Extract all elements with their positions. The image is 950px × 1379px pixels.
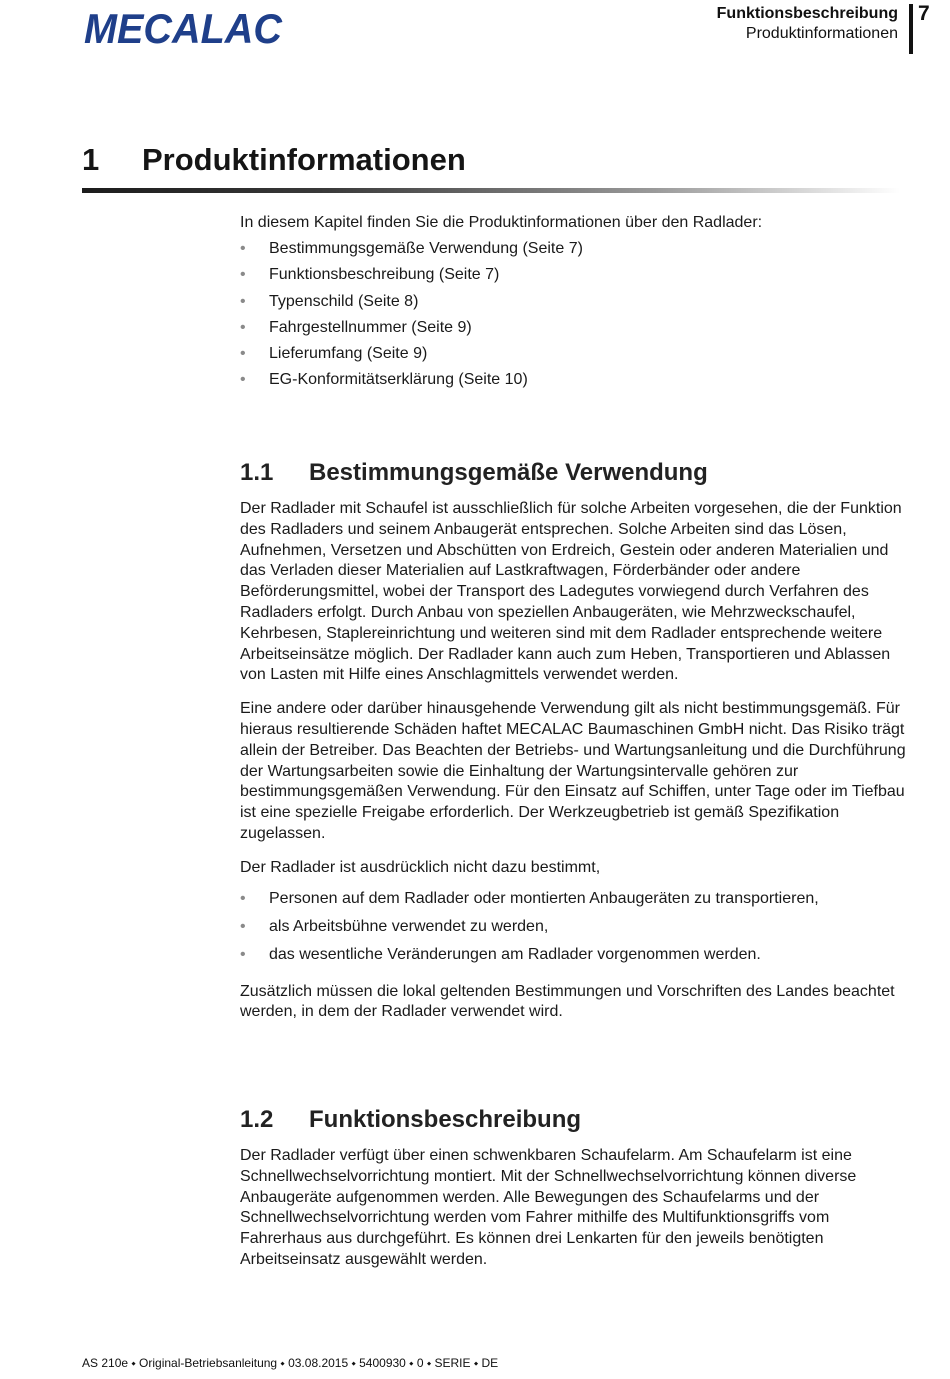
toc-item-label: EG-Konformitätserklärung (Seite 10) <box>269 371 528 389</box>
section-title: Funktionsbeschreibung <box>309 1106 582 1133</box>
bullet: • <box>240 345 246 363</box>
bullet: • <box>240 945 246 963</box>
toc-list <box>240 236 910 394</box>
toc-item-label: Funktionsbeschreibung (Seite 7) <box>269 266 500 284</box>
bullet: • <box>240 917 246 935</box>
list-item <box>240 885 910 913</box>
toc-item[interactable] <box>240 289 910 315</box>
running-header-section: Funktionsbeschreibung <box>716 5 898 22</box>
paragraph: Eine andere oder darüber hinausgehende Verwendung gilt als nicht bestimmungsgemäß. Für hieraus resultierende Schäden haftet MECALAC Baumaschinen GmbH nicht. Das Risiko trägt allein der Betreiber. Das Beachten der Betriebs- und Wartungsanleitung und die Durchführung der Wartungsarbeiten sowie die Einhaltung der Wartungsintervalle gehören zur bestimmungsgemäßen Verwendung. Für den Einsatz auf Schiffen, unter Tage oder im Tiefbau ist eine spezielle Freigabe erforderlich. Der Werkzeugbetrieb ist gemäß Spezifikation zugelassen. <box>240 700 906 842</box>
toc-item[interactable] <box>240 262 910 288</box>
bullet: • <box>240 266 246 284</box>
running-header-subsection: Produktinformationen <box>745 25 898 42</box>
paragraph: Zusätzlich müssen die lokal geltenden Bestimmungen und Vorschriften des Landes beachtet werden, in dem der Radlader verwendet wird. <box>240 982 895 1021</box>
toc-item-label: Bestimmungsgemäße Verwendung (Seite 7) <box>269 240 583 257</box>
chapter-number: 1 <box>82 142 100 177</box>
list-item <box>240 913 910 941</box>
intro-block <box>240 210 910 394</box>
header-divider <box>909 4 913 54</box>
page-footer: AS 210e ⬩ Original-Betriebsanleitung ⬩ 03.08.2015 ⬩ 5400930 ⬩ 0 ⬩ SERIE ⬩ DE <box>82 1356 499 1370</box>
toc-item-label: Lieferumfang (Seite 9) <box>269 345 428 363</box>
bullet: • <box>240 889 246 907</box>
bullet: • <box>240 371 246 389</box>
chapter-title <box>82 142 466 178</box>
mecalac-logo <box>82 4 286 50</box>
list-item-text: das wesentliche Veränderungen am Radlader vorgenommen werden. <box>269 945 761 963</box>
restriction-list <box>240 885 910 969</box>
list-item <box>240 941 910 969</box>
section-heading <box>240 459 708 487</box>
paragraph: Der Radlader mit Schaufel ist ausschließlich für solche Arbeiten vorgesehen, die der Funktion des Radladers und seinem Anbaugerät entsprechen. Solche Arbeiten sind das Lösen, Aufnehmen, Versetzen und Abschütten von Erdreich, Gestein oder anderen Materialien und das Verladen dieser Materialien auf Lastkraftwagen, Förderbänder oder andere Beförderungsmittel, wobei der Transport des Ladegutes vorwiegend durch Verfahren des Radladers erfolgt. Durch Anbau von speziellen Anbaugeräten, wie Mehrzweckschaufel, Kehrbesen, Staplereinrichtung und weiteren sind mit dem Radlader entsprechende weitere Arbeitseinsätze möglich. Der Radlader kann auch zum Heben, Transportieren und Ablassen von Lasten mit Hilfe eines Anschlagmittels verwendet werden. <box>240 500 902 684</box>
section-body <box>240 1146 910 1271</box>
section-heading <box>240 1106 581 1134</box>
chapter-rule <box>82 188 900 193</box>
logo-text: MECALAC <box>84 5 283 50</box>
toc-item[interactable] <box>240 341 910 367</box>
toc-item[interactable] <box>240 367 910 393</box>
bullet: • <box>240 292 246 310</box>
paragraph: Der Radlader ist ausdrücklich nicht dazu bestimmt, <box>240 858 601 876</box>
section-body <box>240 499 910 1023</box>
toc-item-label: Typenschild (Seite 8) <box>269 292 419 310</box>
toc-item-label: Fahrgestellnummer (Seite 9) <box>269 318 472 336</box>
section-title: Bestimmungsgemäße Verwendung <box>309 459 708 486</box>
list-item-text: Personen auf dem Radlader oder montierten Anbaugeräten zu transportieren, <box>269 889 819 907</box>
bullet: • <box>240 240 246 257</box>
intro-text: In diesem Kapitel finden Sie die Produktinformationen über den Radlader: <box>240 214 763 231</box>
running-header <box>717 4 898 44</box>
toc-item[interactable] <box>240 236 910 262</box>
page-number: 7 <box>918 2 930 25</box>
toc-item[interactable] <box>240 315 910 341</box>
list-item-text: als Arbeitsbühne verwendet zu werden, <box>269 917 549 935</box>
section-number: 1.2 <box>240 1106 274 1133</box>
paragraph: Der Radlader verfügt über einen schwenkbaren Schaufelarm. Am Schaufelarm ist eine Schnellwechselvorrichtung montiert. Mit der Schnellwechselvorrichtung können diverse Anbaugeräte aufgenommen werden. Alle Bewegungen des Schaufelarms und der Schnellwechselvorrichtung werden vom Fahrer mithilfe des Multifunktionsgriffs vom Fahrerhaus aus durchgeführt. Es können drei Lenkarten für den jeweils benötigten Arbeitseinsatz ausgewählt werden. <box>240 1147 857 1268</box>
chapter-title-text: Produktinformationen <box>142 142 466 177</box>
bullet: • <box>240 318 246 336</box>
section-number: 1.1 <box>240 459 274 486</box>
